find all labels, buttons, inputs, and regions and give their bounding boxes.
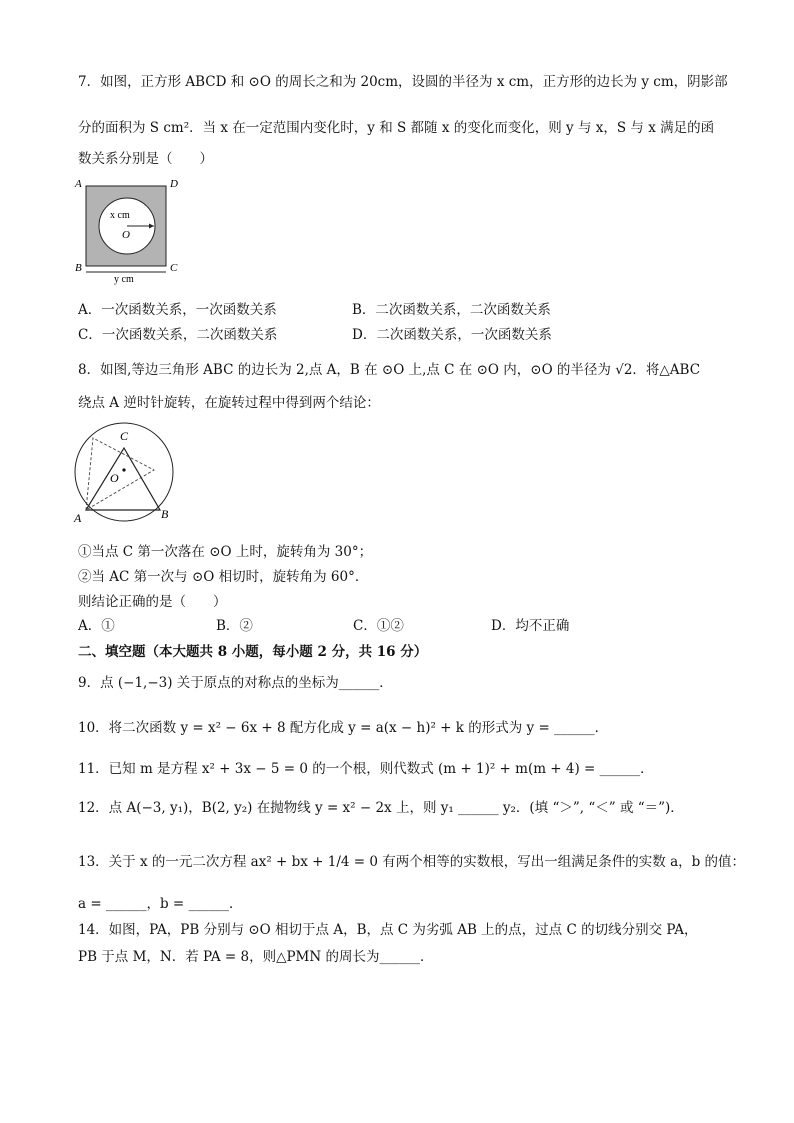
q7-option-a[interactable]: A．一次函数关系，一次函数关系: [78, 302, 277, 318]
q13-line2: a = ______，b = ______．: [78, 896, 243, 912]
q7-figure: [70, 174, 190, 286]
q8-conclusion-2: ②当 AC 第一次与 ⊙O 相切时，旋转角为 60°．: [78, 569, 369, 585]
q8-option-b[interactable]: B．②: [216, 618, 253, 634]
q7-line3: 数关系分别是（ ）: [78, 151, 213, 167]
q7-label-y: y cm: [114, 274, 134, 285]
q7-label-A: A: [75, 178, 82, 190]
q8-line1: 8．如图,等边三角形 ABC 的边长为 2,点 A，B 在 ⊙O 上,点 C 在 ⊙O 内，⊙O 的半径为 √2．将△ABC: [78, 362, 701, 378]
q8-conclusion-1: ①当点 C 第一次落在 ⊙O 上时，旋转角为 30°；: [78, 544, 373, 560]
q8-center-dot: [122, 468, 125, 471]
q8-option-c[interactable]: C．①②: [353, 618, 404, 634]
q8-ask: 则结论正确的是（ ）: [78, 594, 227, 610]
q8-option-d[interactable]: D．均不正确: [491, 618, 570, 634]
q7-option-d[interactable]: D．二次函数关系，一次函数关系: [352, 327, 552, 343]
q8-label-B: B: [161, 507, 169, 521]
q7-label-C: C: [170, 262, 178, 274]
q7-option-c[interactable]: C．一次函数关系，二次函数关系: [78, 327, 278, 343]
q11: 11．已知 m 是方程 x² + 3x − 5 = 0 的一个根，则代数式 (m + 1)² + m(m + 4) = ______．: [78, 761, 654, 777]
q13-line1: 13．关于 x 的一元二次方程 ax² + bx + 1/4 = 0 有两个相等的实数根，写出一组满足条件的实数 a，b 的值：: [78, 854, 746, 870]
q12: 12．点 A(−3, y₁)，B(2, y₂) 在抛物线 y = x² − 2x 上，则 y₁ ______ y₂．(填 “＞”, “＜” 或 “＝”)．: [78, 800, 684, 816]
q7-label-B: B: [75, 262, 82, 274]
q7-line1: 7．如图，正方形 ABCD 和 ⊙O 的周长之和为 20cm，设圆的半径为 x cm，正方形的边长为 y cm，阴影部: [78, 74, 728, 90]
section-heading: 二、填空题（本大题共 8 小题，每小题 2 分，共 16 分）: [78, 644, 428, 660]
q7-label-O: O: [122, 229, 130, 241]
q10: 10．将二次函数 y = x² − 6x + 8 配方化成 y = a(x − h)² + k 的形式为 y = ______．: [78, 720, 609, 736]
q8-rotated-triangle: [86, 438, 154, 510]
q8-label-O: O: [110, 471, 119, 485]
q9: 9．点 (−1,−3) 关于原点的对称点的坐标为______．: [78, 675, 393, 691]
q8-line2: 绕点 A 逆时针旋转，在旋转过程中得到两个结论：: [78, 395, 380, 411]
q7-label-x: x cm: [110, 210, 130, 221]
q7-line2: 分的面积为 S cm²．当 x 在一定范围内变化时，y 和 S 都随 x 的变化而变化，则 y 与 x，S 与 x 满足的函: [78, 120, 715, 136]
q14-line2: PB 于点 M，N．若 PA = 8，则△PMN 的周长为______．: [78, 949, 434, 965]
q8-figure: [68, 422, 188, 530]
q8-label-A: A: [74, 511, 82, 525]
q14-line1: 14．如图，PA，PB 分别与 ⊙O 相切于点 A，B，点 C 为劣弧 AB 上的点，过点 C 的切线分别交 PA，: [78, 922, 698, 938]
q8-label-C: C: [120, 429, 129, 443]
q7-option-b[interactable]: B．二次函数关系，二次函数关系: [352, 302, 551, 318]
q7-label-D: D: [170, 178, 178, 190]
q8-triangle: [86, 448, 160, 510]
q8-option-a[interactable]: A．①: [78, 618, 115, 634]
